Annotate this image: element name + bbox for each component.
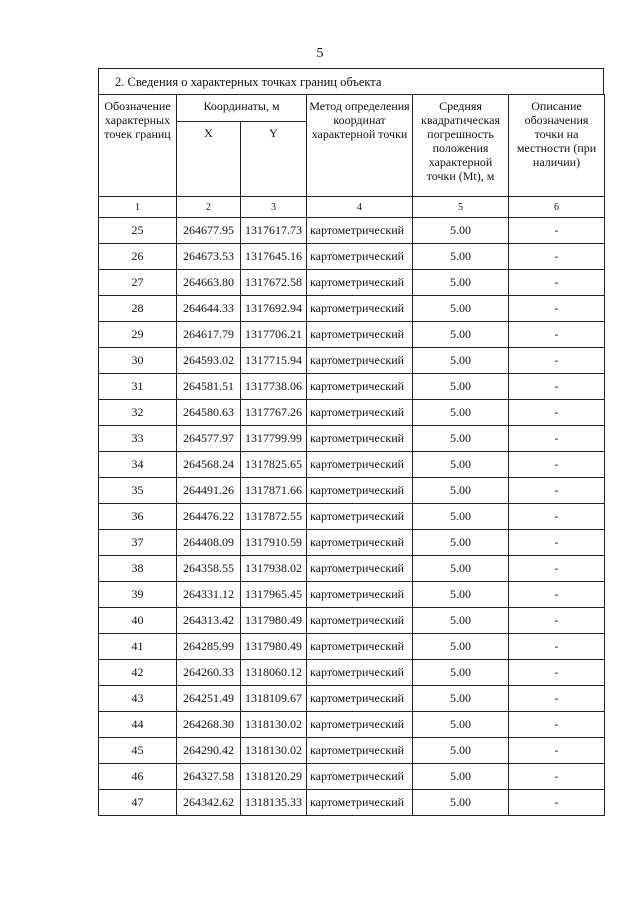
- coord-y-cell: 1317692.94: [241, 296, 307, 322]
- coord-x-cell: 264491.26: [177, 478, 241, 504]
- error-cell: 5.00: [413, 270, 509, 296]
- description-cell: -: [509, 452, 605, 478]
- header-description: Описание обозначения точки на местности (при наличии): [509, 95, 605, 197]
- point-number-cell: 27: [99, 270, 177, 296]
- coord-y-cell: 1317980.49: [241, 608, 307, 634]
- error-cell: 5.00: [413, 712, 509, 738]
- table-row: [99, 764, 605, 790]
- method-cell: картометрический: [307, 348, 413, 374]
- method-cell: картометрический: [307, 244, 413, 270]
- coord-x-cell: 264476.22: [177, 504, 241, 530]
- points-sheet: [98, 68, 604, 816]
- method-cell: картометрический: [307, 322, 413, 348]
- point-number-cell: 35: [99, 478, 177, 504]
- coord-x-cell: 264327.58: [177, 764, 241, 790]
- method-cell: картометрический: [307, 634, 413, 660]
- point-number-cell: 31: [99, 374, 177, 400]
- method-cell: картометрический: [307, 400, 413, 426]
- point-number-cell: 26: [99, 244, 177, 270]
- coord-y-cell: 1318060.12: [241, 660, 307, 686]
- coord-x-cell: 264577.97: [177, 426, 241, 452]
- description-cell: -: [509, 634, 605, 660]
- error-cell: 5.00: [413, 296, 509, 322]
- point-number-cell: 36: [99, 504, 177, 530]
- column-number: 1: [99, 197, 177, 218]
- coord-y-cell: 1317825.65: [241, 452, 307, 478]
- error-cell: 5.00: [413, 764, 509, 790]
- coord-y-cell: 1318130.02: [241, 738, 307, 764]
- table-row: [99, 530, 605, 556]
- error-cell: 5.00: [413, 348, 509, 374]
- description-cell: -: [509, 348, 605, 374]
- coord-y-cell: 1318120.29: [241, 764, 307, 790]
- table-body: [99, 218, 605, 816]
- method-cell: картометрический: [307, 556, 413, 582]
- description-cell: -: [509, 582, 605, 608]
- header-y: Y: [241, 122, 307, 197]
- header-x: X: [177, 122, 241, 197]
- coord-x-cell: 264408.09: [177, 530, 241, 556]
- error-cell: 5.00: [413, 452, 509, 478]
- error-cell: 5.00: [413, 608, 509, 634]
- section-title: 2. Сведения о характерных точках границ объекта: [98, 68, 604, 94]
- column-number: 4: [307, 197, 413, 218]
- coord-y-cell: 1317767.26: [241, 400, 307, 426]
- description-cell: -: [509, 556, 605, 582]
- point-number-cell: 46: [99, 764, 177, 790]
- coord-y-cell: 1317980.49: [241, 634, 307, 660]
- point-number-cell: 34: [99, 452, 177, 478]
- point-number-cell: 25: [99, 218, 177, 244]
- description-cell: -: [509, 686, 605, 712]
- point-number-cell: 45: [99, 738, 177, 764]
- header-method: Метод определения координат характерной точки: [307, 95, 413, 197]
- description-cell: -: [509, 400, 605, 426]
- error-cell: 5.00: [413, 530, 509, 556]
- table-row: [99, 400, 605, 426]
- description-cell: -: [509, 426, 605, 452]
- description-cell: -: [509, 296, 605, 322]
- method-cell: картометрический: [307, 608, 413, 634]
- method-cell: картометрический: [307, 790, 413, 816]
- table-row: [99, 478, 605, 504]
- coord-x-cell: 264617.79: [177, 322, 241, 348]
- coord-x-cell: 264663.80: [177, 270, 241, 296]
- method-cell: картометрический: [307, 712, 413, 738]
- error-cell: 5.00: [413, 218, 509, 244]
- table-row: [99, 296, 605, 322]
- header-error: Средняя квадратическая погрешность положения характерной точки (Mt), м: [413, 95, 509, 197]
- point-number-cell: 41: [99, 634, 177, 660]
- coord-y-cell: 1317965.45: [241, 582, 307, 608]
- coord-y-cell: 1317738.06: [241, 374, 307, 400]
- table-row: [99, 270, 605, 296]
- table-row: [99, 790, 605, 816]
- method-cell: картометрический: [307, 452, 413, 478]
- column-number: 2: [177, 197, 241, 218]
- coord-x-cell: 264290.42: [177, 738, 241, 764]
- table-row: [99, 608, 605, 634]
- method-cell: картометрический: [307, 296, 413, 322]
- error-cell: 5.00: [413, 322, 509, 348]
- coord-x-cell: 264581.51: [177, 374, 241, 400]
- point-number-cell: 38: [99, 556, 177, 582]
- coord-y-cell: 1317672.58: [241, 270, 307, 296]
- table-header: [99, 95, 605, 218]
- error-cell: 5.00: [413, 244, 509, 270]
- point-number-cell: 43: [99, 686, 177, 712]
- table-row: [99, 738, 605, 764]
- coord-y-cell: 1317938.02: [241, 556, 307, 582]
- header-designation: Обозначение характерных точек границ: [99, 95, 177, 197]
- description-cell: -: [509, 530, 605, 556]
- coord-x-cell: 264644.33: [177, 296, 241, 322]
- description-cell: -: [509, 764, 605, 790]
- coord-x-cell: 264285.99: [177, 634, 241, 660]
- coord-x-cell: 264313.42: [177, 608, 241, 634]
- method-cell: картометрический: [307, 764, 413, 790]
- table-row: [99, 244, 605, 270]
- boundary-points-table: [98, 94, 605, 816]
- method-cell: картометрический: [307, 530, 413, 556]
- coord-y-cell: 1317706.21: [241, 322, 307, 348]
- point-number-cell: 30: [99, 348, 177, 374]
- coord-x-cell: 264568.24: [177, 452, 241, 478]
- description-cell: -: [509, 790, 605, 816]
- description-cell: -: [509, 218, 605, 244]
- description-cell: -: [509, 374, 605, 400]
- coord-x-cell: 264580.63: [177, 400, 241, 426]
- coord-y-cell: 1317910.59: [241, 530, 307, 556]
- point-number-cell: 29: [99, 322, 177, 348]
- table-row: [99, 556, 605, 582]
- coord-x-cell: 264251.49: [177, 686, 241, 712]
- point-number-cell: 28: [99, 296, 177, 322]
- coord-y-cell: 1317872.55: [241, 504, 307, 530]
- point-number-cell: 44: [99, 712, 177, 738]
- coord-y-cell: 1317645.16: [241, 244, 307, 270]
- method-cell: картометрический: [307, 660, 413, 686]
- table-row: [99, 504, 605, 530]
- method-cell: картометрический: [307, 504, 413, 530]
- coord-y-cell: 1318109.67: [241, 686, 307, 712]
- page-number: 5: [316, 46, 324, 61]
- table-row: [99, 374, 605, 400]
- method-cell: картометрический: [307, 374, 413, 400]
- table-row: [99, 634, 605, 660]
- table-row: [99, 582, 605, 608]
- point-number-cell: 37: [99, 530, 177, 556]
- method-cell: картометрический: [307, 218, 413, 244]
- error-cell: 5.00: [413, 582, 509, 608]
- description-cell: -: [509, 712, 605, 738]
- description-cell: -: [509, 478, 605, 504]
- description-cell: -: [509, 322, 605, 348]
- table-row: [99, 426, 605, 452]
- description-cell: -: [509, 738, 605, 764]
- coord-x-cell: 264677.95: [177, 218, 241, 244]
- point-number-cell: 40: [99, 608, 177, 634]
- error-cell: 5.00: [413, 634, 509, 660]
- point-number-cell: 33: [99, 426, 177, 452]
- error-cell: 5.00: [413, 686, 509, 712]
- coord-x-cell: 264260.33: [177, 660, 241, 686]
- error-cell: 5.00: [413, 738, 509, 764]
- error-cell: 5.00: [413, 660, 509, 686]
- coord-x-cell: 264342.62: [177, 790, 241, 816]
- method-cell: картометрический: [307, 270, 413, 296]
- error-cell: 5.00: [413, 374, 509, 400]
- description-cell: -: [509, 244, 605, 270]
- table-row: [99, 348, 605, 374]
- column-number-row: [99, 197, 605, 218]
- table-row: [99, 452, 605, 478]
- column-number: 5: [413, 197, 509, 218]
- description-cell: -: [509, 270, 605, 296]
- table-row: [99, 712, 605, 738]
- error-cell: 5.00: [413, 790, 509, 816]
- coord-y-cell: 1317871.66: [241, 478, 307, 504]
- point-number-cell: 32: [99, 400, 177, 426]
- method-cell: картометрический: [307, 738, 413, 764]
- method-cell: картометрический: [307, 478, 413, 504]
- error-cell: 5.00: [413, 556, 509, 582]
- column-number: 6: [509, 197, 605, 218]
- coord-y-cell: 1318135.33: [241, 790, 307, 816]
- error-cell: 5.00: [413, 426, 509, 452]
- error-cell: 5.00: [413, 478, 509, 504]
- table-row: [99, 322, 605, 348]
- coord-x-cell: 264358.55: [177, 556, 241, 582]
- column-number: 3: [241, 197, 307, 218]
- coord-x-cell: 264268.30: [177, 712, 241, 738]
- coord-y-cell: 1317799.99: [241, 426, 307, 452]
- error-cell: 5.00: [413, 504, 509, 530]
- coord-y-cell: 1317617.73: [241, 218, 307, 244]
- method-cell: картометрический: [307, 686, 413, 712]
- coord-y-cell: 1317715.94: [241, 348, 307, 374]
- coord-x-cell: 264331.12: [177, 582, 241, 608]
- description-cell: -: [509, 504, 605, 530]
- point-number-cell: 47: [99, 790, 177, 816]
- table-row: [99, 660, 605, 686]
- coord-x-cell: 264673.53: [177, 244, 241, 270]
- table-row: [99, 218, 605, 244]
- coord-x-cell: 264593.02: [177, 348, 241, 374]
- point-number-cell: 39: [99, 582, 177, 608]
- description-cell: -: [509, 660, 605, 686]
- error-cell: 5.00: [413, 400, 509, 426]
- method-cell: картометрический: [307, 426, 413, 452]
- method-cell: картометрический: [307, 582, 413, 608]
- description-cell: -: [509, 608, 605, 634]
- header-coordinates: Координаты, м: [177, 95, 307, 122]
- point-number-cell: 42: [99, 660, 177, 686]
- table-row: [99, 686, 605, 712]
- coord-y-cell: 1318130.02: [241, 712, 307, 738]
